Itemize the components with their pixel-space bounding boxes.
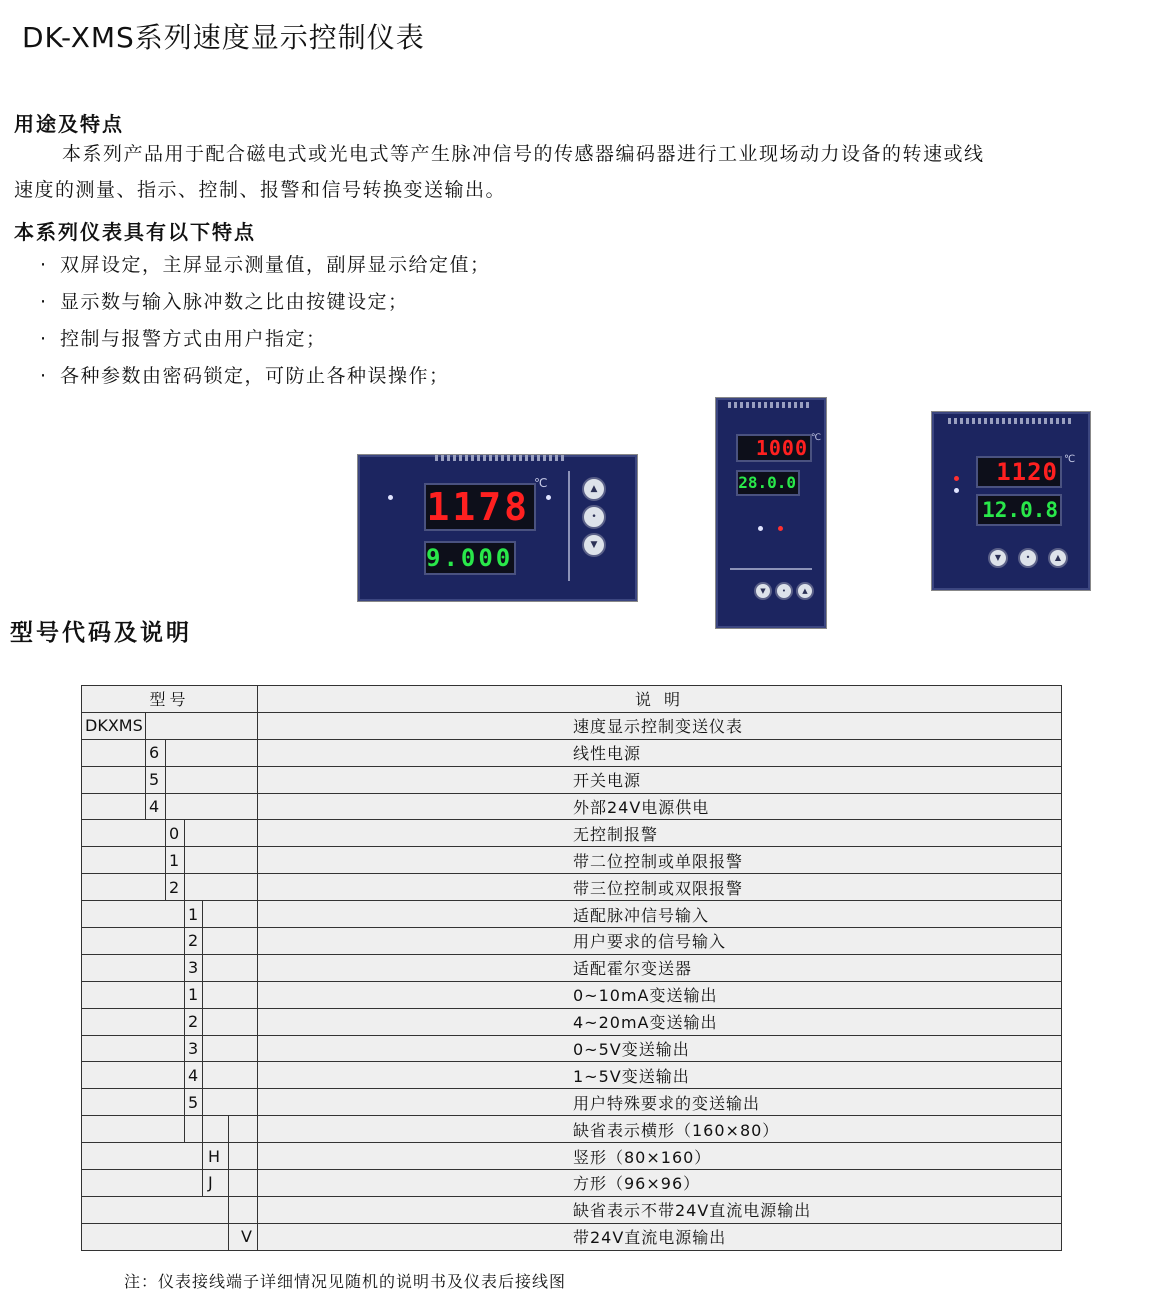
down-button[interactable]: ▼: [754, 582, 772, 600]
code-cell: 2: [185, 928, 203, 955]
table-row: [82, 766, 1062, 793]
table-row: [82, 1089, 1062, 1116]
feature-text: 显示数与输入脉冲数之比由按键设定；: [60, 291, 409, 313]
desc-cell: 用户特殊要求的变送输出: [258, 1089, 1062, 1116]
code-cell: 1: [185, 901, 203, 928]
desc-cell: 带24V直流电源输出: [258, 1223, 1062, 1250]
sub-display: 28.0.0: [736, 470, 800, 496]
feature-text: 控制与报警方式由用户指定；: [60, 328, 327, 350]
desc-cell: 适配脉冲信号输入: [258, 901, 1062, 928]
bullet-icon: ·: [40, 365, 48, 387]
table-row: [82, 1008, 1062, 1035]
terminal-strip: [435, 455, 565, 461]
terminal-strip: [728, 402, 812, 408]
bullet-icon: ·: [40, 254, 48, 276]
table-row: [82, 1223, 1062, 1250]
set-button[interactable]: •: [1018, 548, 1038, 568]
code-cell: V: [229, 1223, 258, 1250]
code-cell: 3: [185, 954, 203, 981]
code-cell: 5: [185, 1089, 203, 1116]
terminal-strip: [948, 418, 1074, 424]
bullet-icon: ·: [40, 291, 48, 313]
indicator-led: [546, 495, 551, 500]
divider: [730, 568, 812, 570]
intro-line-2: 速度的测量、指示、控制、报警和信号转换变送输出。: [14, 179, 507, 201]
feature-text: 双屏设定，主屏显示测量值，副屏显示给定值；: [60, 254, 491, 276]
code-cell: 6: [146, 739, 166, 766]
desc-cell: 线性电源: [258, 739, 1062, 766]
feature-item: [40, 361, 450, 388]
table-header-row: [82, 686, 1062, 713]
table-row: [82, 820, 1062, 847]
table-row: [82, 793, 1062, 820]
unit-label: ℃: [811, 433, 822, 443]
desc-cell: 方形（96×96）: [258, 1170, 1062, 1197]
table-row: [82, 901, 1062, 928]
main-display: 1000: [736, 434, 812, 462]
bullet-icon: ·: [40, 328, 48, 350]
desc-cell: 竖形（80×160）: [258, 1143, 1062, 1170]
table-row: [82, 1170, 1062, 1197]
desc-cell: 开关电源: [258, 766, 1062, 793]
vertical-meter-image: [716, 398, 826, 628]
table-row: [82, 928, 1062, 955]
code-cell: 1: [185, 981, 203, 1008]
header-model: 型号: [82, 686, 258, 713]
main-display: 1120: [976, 456, 1062, 488]
sub-display: 12.0.8: [976, 494, 1062, 526]
footnote: 注：仪表接线端子详细情况见随机的说明书及仪表后接线图: [124, 1272, 567, 1291]
table-row: [82, 954, 1062, 981]
code-cell: 3: [185, 1035, 203, 1062]
desc-cell: 0~5V变送输出: [258, 1035, 1062, 1062]
indicator-led: [758, 526, 763, 531]
table-row: [82, 712, 1062, 739]
up-button[interactable]: ▲: [1048, 548, 1068, 568]
desc-cell: 4~20mA变送输出: [258, 1008, 1062, 1035]
down-button[interactable]: ▼: [988, 548, 1008, 568]
table-row: [82, 739, 1062, 766]
code-cell: 1: [166, 847, 185, 874]
section-heading-model: 型号代码及说明: [10, 620, 192, 646]
desc-cell: 1~5V变送输出: [258, 1062, 1062, 1089]
desc-cell: 外部24V电源供电: [258, 793, 1062, 820]
set-button[interactable]: •: [775, 582, 793, 600]
feature-item: [40, 250, 491, 277]
desc-cell: 带二位控制或单限报警: [258, 847, 1062, 874]
divider: [568, 471, 570, 581]
square-meter-image: [932, 412, 1090, 590]
sub-display: 9.000: [424, 541, 516, 575]
horizontal-meter-image: [358, 455, 637, 601]
intro-line-1: 本系列产品用于配合磁电式或光电式等产生脉冲信号的传感器编码器进行工业现场动力设备的转速或线: [62, 143, 985, 165]
indicator-led: [954, 488, 959, 493]
code-cell: 5: [146, 766, 166, 793]
code-cell: 4: [185, 1062, 203, 1089]
unit-label: ℃: [534, 476, 548, 490]
code-cell: 4: [146, 793, 166, 820]
code-cell: H: [203, 1143, 229, 1170]
set-button[interactable]: •: [582, 505, 606, 529]
intro-paragraph: [14, 136, 1139, 208]
desc-cell: 速度显示控制变送仪表: [258, 712, 1062, 739]
table-row: [82, 874, 1062, 901]
up-button[interactable]: ▲: [582, 477, 606, 501]
desc-cell: 适配霍尔变送器: [258, 954, 1062, 981]
indicator-led: [388, 495, 393, 500]
desc-cell: 带三位控制或双限报警: [258, 874, 1062, 901]
desc-cell: 缺省表示不带24V直流电源输出: [258, 1196, 1062, 1223]
desc-cell: 无控制报警: [258, 820, 1062, 847]
header-description: 说 明: [258, 686, 1062, 713]
desc-cell: 缺省表示横形（160×80）: [258, 1116, 1062, 1143]
table-row: [82, 1116, 1062, 1143]
table-row: [82, 847, 1062, 874]
feature-item: [40, 287, 409, 314]
code-cell: DKXMS: [82, 712, 146, 739]
table-row: [82, 1196, 1062, 1223]
code-cell: 0: [166, 820, 185, 847]
table-row: [82, 1143, 1062, 1170]
table-row: [82, 981, 1062, 1008]
page-title: DK-XMS系列速度显示控制仪表: [22, 21, 425, 54]
up-button[interactable]: ▲: [796, 582, 814, 600]
code-cell: 2: [185, 1008, 203, 1035]
desc-cell: 0~10mA变送输出: [258, 981, 1062, 1008]
features-heading: 本系列仪表具有以下特点: [14, 220, 256, 244]
indicator-led: [778, 526, 783, 531]
code-cell: J: [203, 1170, 229, 1197]
model-code-table: [81, 685, 1062, 1251]
feature-text: 各种参数由密码锁定，可防止各种误操作；: [60, 365, 450, 387]
table-row: [82, 1062, 1062, 1089]
unit-label: ℃: [1064, 454, 1076, 465]
down-button[interactable]: ▼: [582, 533, 606, 557]
desc-cell: 用户要求的信号输入: [258, 928, 1062, 955]
section-heading-usage: 用途及特点: [14, 112, 124, 136]
code-cell: 2: [166, 874, 185, 901]
feature-item: [40, 324, 327, 351]
main-display: 1178: [424, 483, 536, 531]
table-row: [82, 1035, 1062, 1062]
indicator-led: [954, 476, 959, 481]
